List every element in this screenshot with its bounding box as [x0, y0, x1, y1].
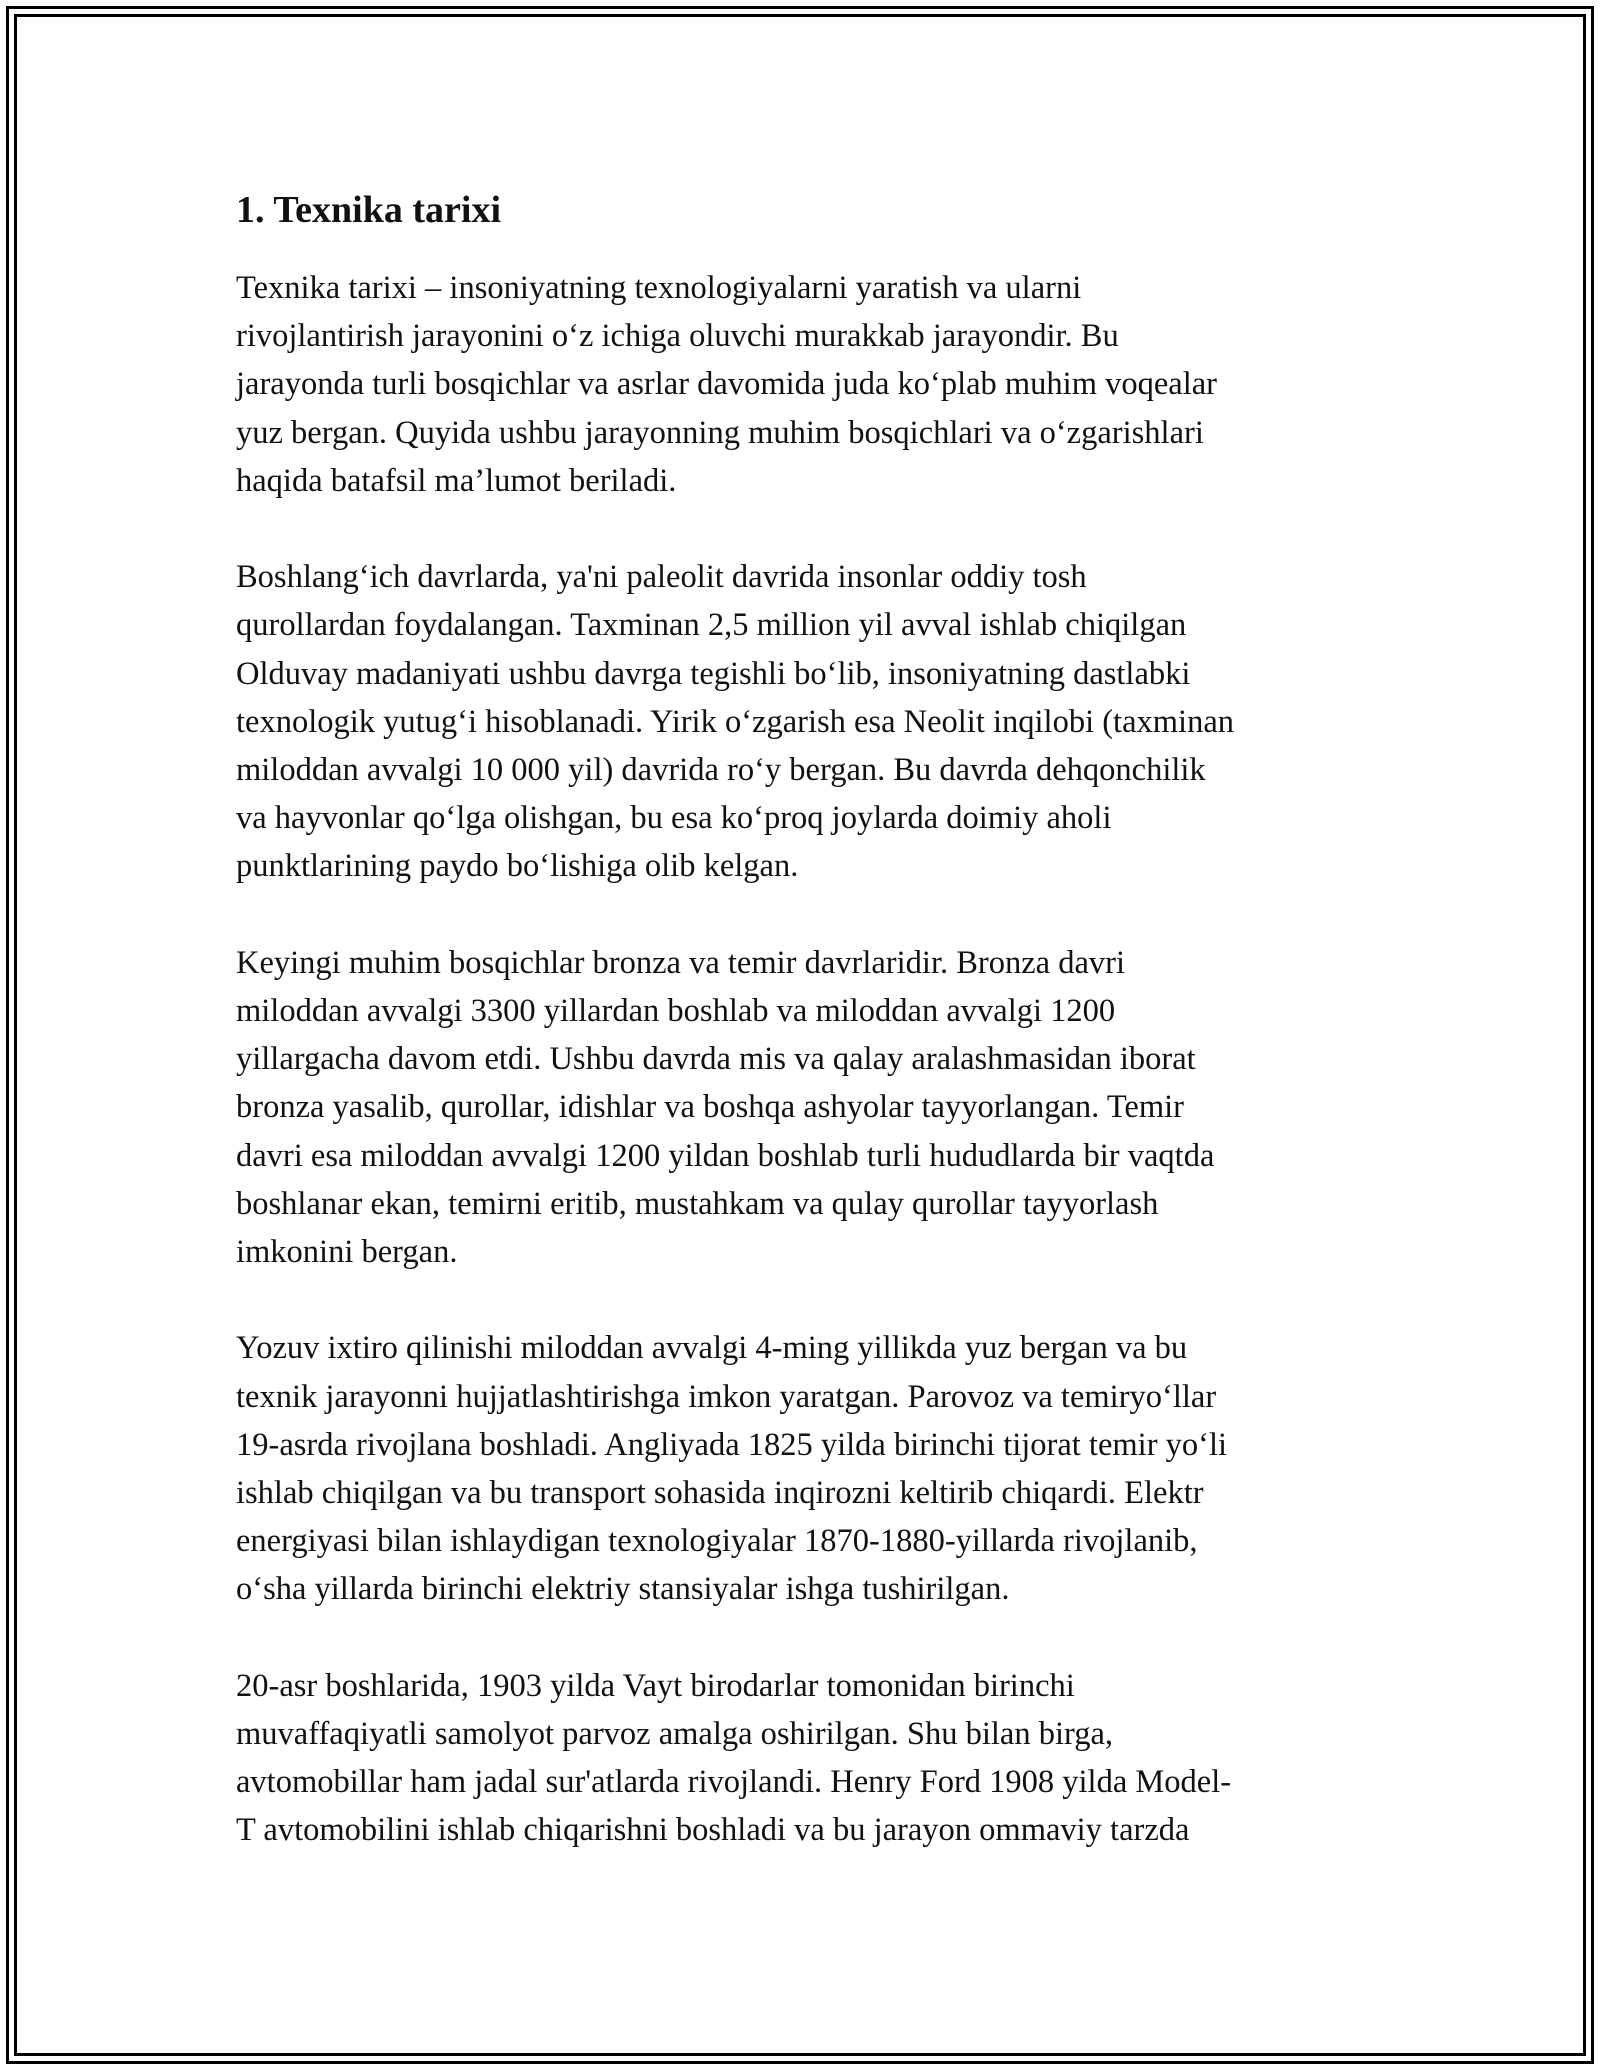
text-line: muvaffaqiyatli samolyot parvoz amalga oshirilgan. Shu bilan birga,: [236, 1716, 1114, 1753]
text-line: yuz bergan. Quyida ushbu jarayonning muhim bosqichlari va oʻzgarishlari: [236, 414, 1204, 451]
text-line: bronza yasalib, qurollar, idishlar va boshqa ashyolar tayyorlangan. Temir: [236, 1089, 1184, 1126]
text-line: energiyasi bilan ishlaydigan texnologiyalar 1870-1880-yillarda rivojlanib,: [236, 1523, 1198, 1560]
text-line: 20-asr boshlarida, 1903 yilda Vayt birodarlar tomonidan birinchi: [236, 1667, 1075, 1704]
text-line: avtomobillar ham jadal sur'atlarda rivojlandi. Henry Ford 1908 yilda Model-: [236, 1764, 1232, 1801]
text-line: va hayvonlar qoʻlga olishgan, bu esa koʻproq joylarda doimiy aholi: [236, 800, 1112, 837]
text-line: Keyingi muhim bosqichlar bronza va temir davrlaridir. Bronza davri: [236, 944, 1125, 981]
text-line: boshlanar ekan, temirni eritib, mustahkam va qulay qurollar tayyorlash: [236, 1185, 1159, 1222]
paragraph-paleolithic: [236, 553, 1378, 890]
text-line: oʻsha yillarda birinchi elektriy stansiyalar ishga tushirilgan.: [236, 1571, 1010, 1608]
text-line: haqida batafsil ma’lumot beriladi.: [236, 462, 677, 499]
text-line: rivojlantirish jarayonini oʻz ichiga oluvchi murakkab jarayondir. Bu: [236, 318, 1119, 355]
text-line: imkonini bergan.: [236, 1234, 458, 1271]
text-line: punktlarining paydo boʻlishiga olib kelgan.: [236, 848, 799, 885]
text-line: yillargacha davom etdi. Ushbu davrda mis va qalay aralashmasidan iborat: [236, 1041, 1196, 1078]
text-line: Olduvay madaniyati ushbu davrga tegishli boʻlib, insoniyatning dastlabki: [236, 655, 1191, 692]
text-line: texnik jarayonni hujjatlashtirishga imkon yaratgan. Parovoz va temiryoʻllar: [236, 1378, 1217, 1415]
paragraph-intro: [236, 264, 1378, 505]
text-line: T avtomobilini ishlab chiqarishni boshladi va bu jarayon ommaviy tarzda: [236, 1812, 1190, 1849]
text-line: ishlab chiqilgan va bu transport sohasida inqirozni keltirib chiqardi. Elektr: [236, 1475, 1204, 1512]
text-line: miloddan avvalgi 3300 yillardan boshlab va miloddan avvalgi 1200: [236, 993, 1116, 1030]
text-line: Boshlangʻich davrlarda, ya'ni paleolit davrida insonlar oddiy tosh: [236, 559, 1087, 596]
text-line: qurollardan foydalangan. Taxminan 2,5 million yil avval ishlab chiqilgan: [236, 607, 1187, 644]
text-line: davri esa miloddan avvalgi 1200 yildan boshlab turli hududlarda bir vaqtda: [236, 1137, 1215, 1174]
text-line: Texnika tarixi – insoniyatning texnologiyalarni yaratish va ularni: [236, 270, 1082, 306]
text-line: Yozuv ixtiro qilinishi miloddan avvalgi 4-ming yillikda yuz bergan va bu: [236, 1330, 1188, 1367]
text-line: texnologik yutugʻi hisoblanadi. Yirik oʻzgarish esa Neolit inqilobi (taxminan: [236, 703, 1234, 740]
document-body: [236, 186, 1378, 1903]
paragraph-20th-century: [236, 1662, 1378, 1855]
section-heading: 1. Texnika tarixi: [236, 189, 501, 231]
paragraph-writing-railways: [236, 1324, 1378, 1613]
text-line: jarayonda turli bosqichlar va asrlar davomida juda koʻplab muhim voqealar: [236, 366, 1217, 403]
text-line: 19-asrda rivojlana boshladi. Angliyada 1825 yilda birinchi tijorat temir yoʻli: [236, 1426, 1228, 1463]
paragraph-bronze-iron: [236, 939, 1378, 1276]
text-line: miloddan avvalgi 10 000 yil) davrida roʻy bergan. Bu davrda dehqonchilik: [236, 752, 1206, 789]
